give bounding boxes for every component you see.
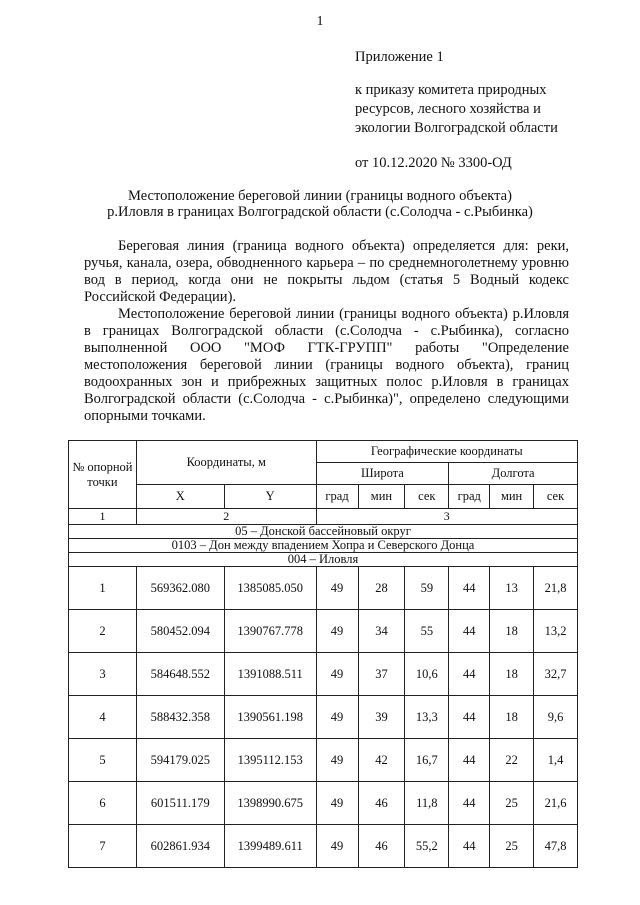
y-coord-cell: 1395112.153 bbox=[224, 739, 316, 782]
document-title-line-2: р.Иловля в границах Волгоградской области (с.Солодча - с.Рыбинка) bbox=[107, 204, 533, 220]
x-coord-cell: 569362.080 bbox=[136, 567, 224, 610]
appendix-title: Приложение 1 bbox=[355, 49, 444, 65]
x-coord-cell: 602861.934 bbox=[136, 825, 224, 868]
table-row bbox=[69, 653, 578, 696]
lon-sec-cell: 21,8 bbox=[534, 567, 578, 610]
header-lat-deg: град bbox=[316, 485, 358, 509]
coordinates-table bbox=[68, 440, 578, 868]
column-number-2: 2 bbox=[136, 509, 316, 525]
lat-sec-cell: 11,8 bbox=[405, 782, 449, 825]
table-row bbox=[69, 739, 578, 782]
column-number-3: 3 bbox=[316, 509, 577, 525]
lat-min-cell: 46 bbox=[358, 825, 405, 868]
x-coord-cell: 584648.552 bbox=[136, 653, 224, 696]
lat-deg-cell: 49 bbox=[316, 825, 358, 868]
lat-deg-cell: 49 bbox=[316, 696, 358, 739]
group-river: 004 – Иловля bbox=[69, 553, 578, 567]
column-number-1: 1 bbox=[69, 509, 137, 525]
appendix-block bbox=[355, 48, 558, 173]
point-number-cell: 5 bbox=[69, 739, 137, 782]
lon-min-cell: 25 bbox=[490, 825, 534, 868]
lon-sec-cell: 21,6 bbox=[534, 782, 578, 825]
paragraph-location: Местоположение береговой линии (границы водного объекта) р.Иловля в границах Волгоградской области (с.Солодча - с.Рыбинка), согласно выполненной ООО "МОФ ГТК-ГРУПП" работы "Определение местоположения береговой линии (границы водного объекта), границ водоохранных зон и прибрежных защитных полос р.Иловля в границах Волгоградской области (с.Солодча - с.Рыбинка)", определено следующими опорными точками. bbox=[84, 306, 569, 424]
lon-min-cell: 22 bbox=[490, 739, 534, 782]
lat-sec-cell: 16,7 bbox=[405, 739, 449, 782]
lat-min-cell: 28 bbox=[358, 567, 405, 610]
lat-sec-cell: 10,6 bbox=[405, 653, 449, 696]
point-number-cell: 6 bbox=[69, 782, 137, 825]
y-coord-cell: 1390561.198 bbox=[224, 696, 316, 739]
lat-deg-cell: 49 bbox=[316, 610, 358, 653]
header-y: Y bbox=[224, 485, 316, 509]
lon-min-cell: 13 bbox=[490, 567, 534, 610]
group-subbasin: 0103 – Дон между впадением Хопра и Северского Донца bbox=[69, 539, 578, 553]
x-coord-cell: 588432.358 bbox=[136, 696, 224, 739]
lat-min-cell: 42 bbox=[358, 739, 405, 782]
lat-sec-cell: 13,3 bbox=[405, 696, 449, 739]
point-number-cell: 7 bbox=[69, 825, 137, 868]
header-lon-min: мин bbox=[490, 485, 534, 509]
lat-min-cell: 37 bbox=[358, 653, 405, 696]
lat-deg-cell: 49 bbox=[316, 739, 358, 782]
table-row bbox=[69, 567, 578, 610]
lon-sec-cell: 1,4 bbox=[534, 739, 578, 782]
lat-min-cell: 46 bbox=[358, 782, 405, 825]
point-number-cell: 1 bbox=[69, 567, 137, 610]
lon-deg-cell: 44 bbox=[449, 696, 490, 739]
header-latitude: Широта bbox=[316, 463, 449, 485]
appendix-date: от 10.12.2020 № 3300-ОД bbox=[355, 155, 512, 171]
y-coord-cell: 1398990.675 bbox=[224, 782, 316, 825]
y-coord-cell: 1399489.611 bbox=[224, 825, 316, 868]
point-number-cell: 3 bbox=[69, 653, 137, 696]
lon-sec-cell: 13,2 bbox=[534, 610, 578, 653]
x-coord-cell: 601511.179 bbox=[136, 782, 224, 825]
header-lon-deg: град bbox=[449, 485, 490, 509]
lat-deg-cell: 49 bbox=[316, 567, 358, 610]
appendix-line-2: ресурсов, лесного хозяйства и bbox=[355, 101, 541, 117]
lon-deg-cell: 44 bbox=[449, 610, 490, 653]
y-coord-cell: 1385085.050 bbox=[224, 567, 316, 610]
header-geo: Географические координаты bbox=[316, 441, 577, 463]
table-row bbox=[69, 782, 578, 825]
paragraph-definition: Береговая линия (граница водного объекта) определяется для: реки, ручья, канала, озера, обводненного карьера – по среднемноголетнему уровню вод в период, когда они не покрыты льдом (статья 5 Водный кодекс Российской Федерации). bbox=[84, 238, 569, 305]
header-lat-sec: сек bbox=[405, 485, 449, 509]
lon-deg-cell: 44 bbox=[449, 653, 490, 696]
lat-min-cell: 39 bbox=[358, 696, 405, 739]
lat-min-cell: 34 bbox=[358, 610, 405, 653]
header-longitude: Долгота bbox=[449, 463, 578, 485]
page-number: 1 bbox=[316, 14, 324, 29]
lon-min-cell: 18 bbox=[490, 610, 534, 653]
appendix-line-3: экологии Волгоградской области bbox=[355, 120, 558, 136]
lon-deg-cell: 44 bbox=[449, 782, 490, 825]
lon-sec-cell: 47,8 bbox=[534, 825, 578, 868]
lat-sec-cell: 55,2 bbox=[405, 825, 449, 868]
table-row bbox=[69, 696, 578, 739]
lon-sec-cell: 32,7 bbox=[534, 653, 578, 696]
header-point-no: № опорной точки bbox=[69, 441, 137, 509]
y-coord-cell: 1391088.511 bbox=[224, 653, 316, 696]
group-basin: 05 – Донской бассейновый округ bbox=[69, 525, 578, 539]
lon-min-cell: 18 bbox=[490, 653, 534, 696]
header-lat-min: мин bbox=[358, 485, 405, 509]
x-coord-cell: 580452.094 bbox=[136, 610, 224, 653]
lon-min-cell: 25 bbox=[490, 782, 534, 825]
lon-deg-cell: 44 bbox=[449, 567, 490, 610]
header-x: X bbox=[136, 485, 224, 509]
table-row bbox=[69, 610, 578, 653]
table-row bbox=[69, 825, 578, 868]
appendix-line-1: к приказу комитета природных bbox=[355, 82, 547, 98]
point-number-cell: 4 bbox=[69, 696, 137, 739]
point-number-cell: 2 bbox=[69, 610, 137, 653]
y-coord-cell: 1390767.778 bbox=[224, 610, 316, 653]
header-lon-sec: сек bbox=[534, 485, 578, 509]
lat-sec-cell: 59 bbox=[405, 567, 449, 610]
document-title bbox=[0, 188, 640, 220]
x-coord-cell: 594179.025 bbox=[136, 739, 224, 782]
document-title-line-1: Местоположение береговой линии (границы водного объекта) bbox=[128, 188, 512, 204]
lat-sec-cell: 55 bbox=[405, 610, 449, 653]
lat-deg-cell: 49 bbox=[316, 782, 358, 825]
lat-deg-cell: 49 bbox=[316, 653, 358, 696]
lon-min-cell: 18 bbox=[490, 696, 534, 739]
lon-deg-cell: 44 bbox=[449, 739, 490, 782]
lon-deg-cell: 44 bbox=[449, 825, 490, 868]
lon-sec-cell: 9,6 bbox=[534, 696, 578, 739]
header-coords: Координаты, м bbox=[136, 441, 316, 485]
